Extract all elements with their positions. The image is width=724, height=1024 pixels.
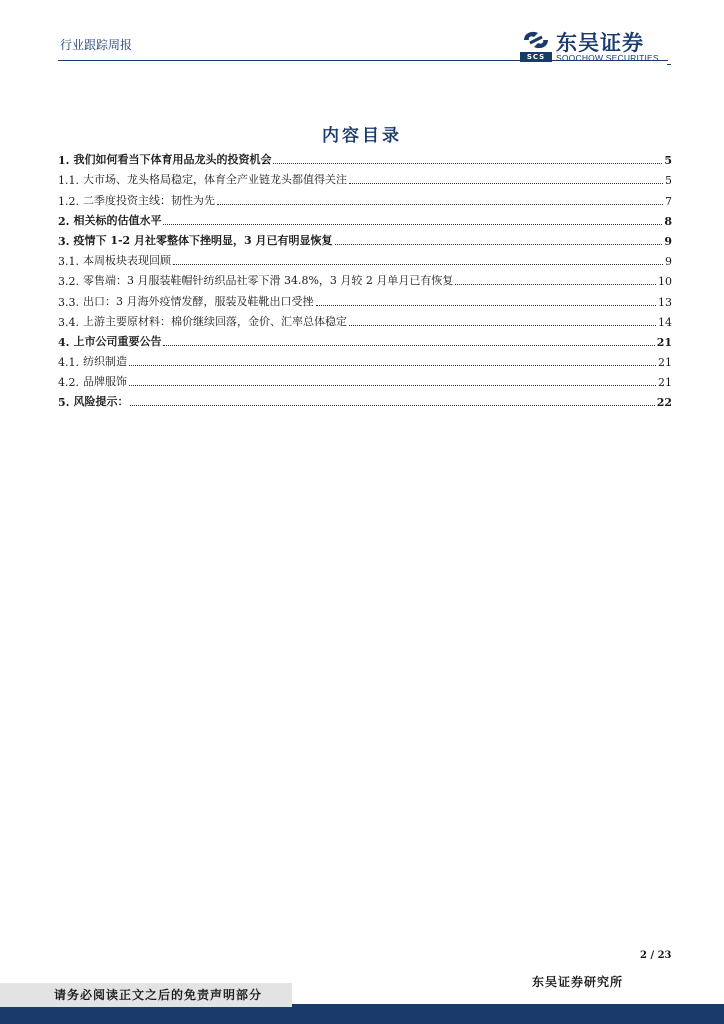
toc-entry[interactable] — [58, 147, 672, 167]
toc-leader — [349, 182, 663, 184]
toc-entry[interactable] — [58, 369, 672, 389]
company-logo — [520, 29, 670, 67]
toc-entry[interactable] — [58, 228, 672, 248]
toc-entry-text: 出口：3 月海外疫情发酵，服装及鞋靴出口受挫 — [83, 294, 314, 308]
toc-entry[interactable] — [58, 268, 672, 288]
toc-entry-number: 3.3. — [58, 295, 79, 309]
toc-entry-number: 2. — [58, 214, 70, 228]
logo-chinese-name: 东吴证券 — [556, 31, 644, 55]
toc-leader — [455, 283, 656, 285]
header-mark — [667, 64, 671, 65]
toc-leader — [163, 223, 662, 225]
toc-leader — [163, 344, 654, 346]
toc-entry-page: 14 — [658, 315, 672, 329]
toc-title: 内容目录 — [322, 126, 402, 146]
toc-entry-number: 5. — [58, 396, 70, 410]
toc-entry-text: 二季度投资主线：韧性为先 — [83, 193, 215, 207]
logo-english-name: SOOCHOW SECURITIES — [556, 53, 659, 63]
toc-entry[interactable] — [58, 288, 672, 308]
toc-leader — [316, 304, 657, 306]
toc-entry-number: 4. — [58, 335, 70, 349]
toc-entry-text: 大市场、龙头格局稳定，体育全产业链龙头都值得关注 — [83, 173, 347, 187]
toc-entry[interactable] — [58, 187, 672, 207]
toc-entry-page: 8 — [664, 214, 672, 228]
toc-entry-page: 21 — [656, 335, 672, 349]
toc-entry-number: 1.2. — [58, 194, 79, 208]
toc-entry-number: 3.1. — [58, 255, 79, 269]
page-number: 2 / 23 — [640, 950, 672, 961]
toc-leader — [129, 384, 656, 386]
toc-leader — [273, 162, 662, 164]
toc-entry[interactable] — [58, 167, 672, 187]
toc-entry[interactable] — [58, 329, 672, 349]
disclaimer-notice: 请务必阅读正文之后的免责声明部分 — [0, 983, 292, 1007]
toc-leader — [349, 324, 656, 326]
toc-entry-number: 3.2. — [58, 275, 79, 289]
toc-leader — [217, 203, 663, 205]
toc-entry-text: 品牌服饰 — [83, 375, 127, 389]
toc-entry-text: 本周板块表现回顾 — [83, 254, 171, 268]
toc-entry-page: 9 — [665, 255, 672, 269]
toc-entry-text: 上市公司重要公告 — [73, 334, 162, 348]
toc-leader — [335, 243, 663, 245]
toc-entry-page: 21 — [658, 376, 672, 390]
toc-entry-number: 3. — [58, 234, 70, 248]
toc-entry-page: 13 — [658, 295, 672, 309]
toc-entry-page: 5 — [664, 154, 672, 168]
toc-leader — [130, 404, 654, 406]
toc-entry[interactable] — [58, 208, 672, 228]
toc-entry-number: 4.2. — [58, 376, 79, 390]
footer-organization: 东吴证券研究所 — [532, 975, 624, 989]
toc-entry-page: 9 — [664, 234, 672, 248]
header-divider — [58, 60, 668, 61]
toc-entry-number: 1. — [58, 154, 70, 168]
toc-entry[interactable] — [58, 349, 672, 369]
toc-entry-page: 21 — [658, 356, 672, 370]
toc-entry[interactable] — [58, 309, 672, 329]
toc-entry-text: 相关标的估值水平 — [73, 213, 162, 227]
toc-entry-text: 上游主要原材料：棉价继续回落，金价、汇率总体稳定 — [83, 314, 347, 328]
toc-entry-text: 我们如何看当下体育用品龙头的投资机会 — [73, 153, 272, 167]
toc-entry-page: 10 — [658, 275, 672, 289]
toc-entry-page: 22 — [656, 396, 672, 410]
toc-entry-text: 风险提示： — [73, 395, 129, 409]
toc-entry-text: 纺织制造 — [83, 355, 127, 369]
toc-entry-number: 3.4. — [58, 315, 79, 329]
toc-entry-page: 5 — [665, 174, 672, 188]
toc-entry-number: 4.1. — [58, 356, 79, 370]
toc-leader — [129, 364, 656, 366]
footer-bar — [0, 1004, 724, 1024]
toc-entry-number: 1.1. — [58, 174, 79, 188]
toc-entry[interactable] — [58, 248, 672, 268]
logo-badge: SCS — [520, 52, 552, 62]
toc-leader — [173, 263, 663, 265]
toc-entry-text: 疫情下 1-2 月社零整体下挫明显，3 月已有明显恢复 — [73, 233, 333, 247]
report-type-label: 行业跟踪周报 — [60, 38, 133, 52]
toc-entry[interactable] — [58, 389, 672, 409]
soochow-logo-icon — [520, 29, 552, 51]
toc-entry-page: 7 — [665, 194, 672, 208]
table-of-contents — [58, 147, 672, 409]
toc-entry-text: 零售端：3 月服装鞋帽针纺织品社零下滑 34.8%，3 月较 2 月单月已有恢复 — [83, 274, 454, 288]
